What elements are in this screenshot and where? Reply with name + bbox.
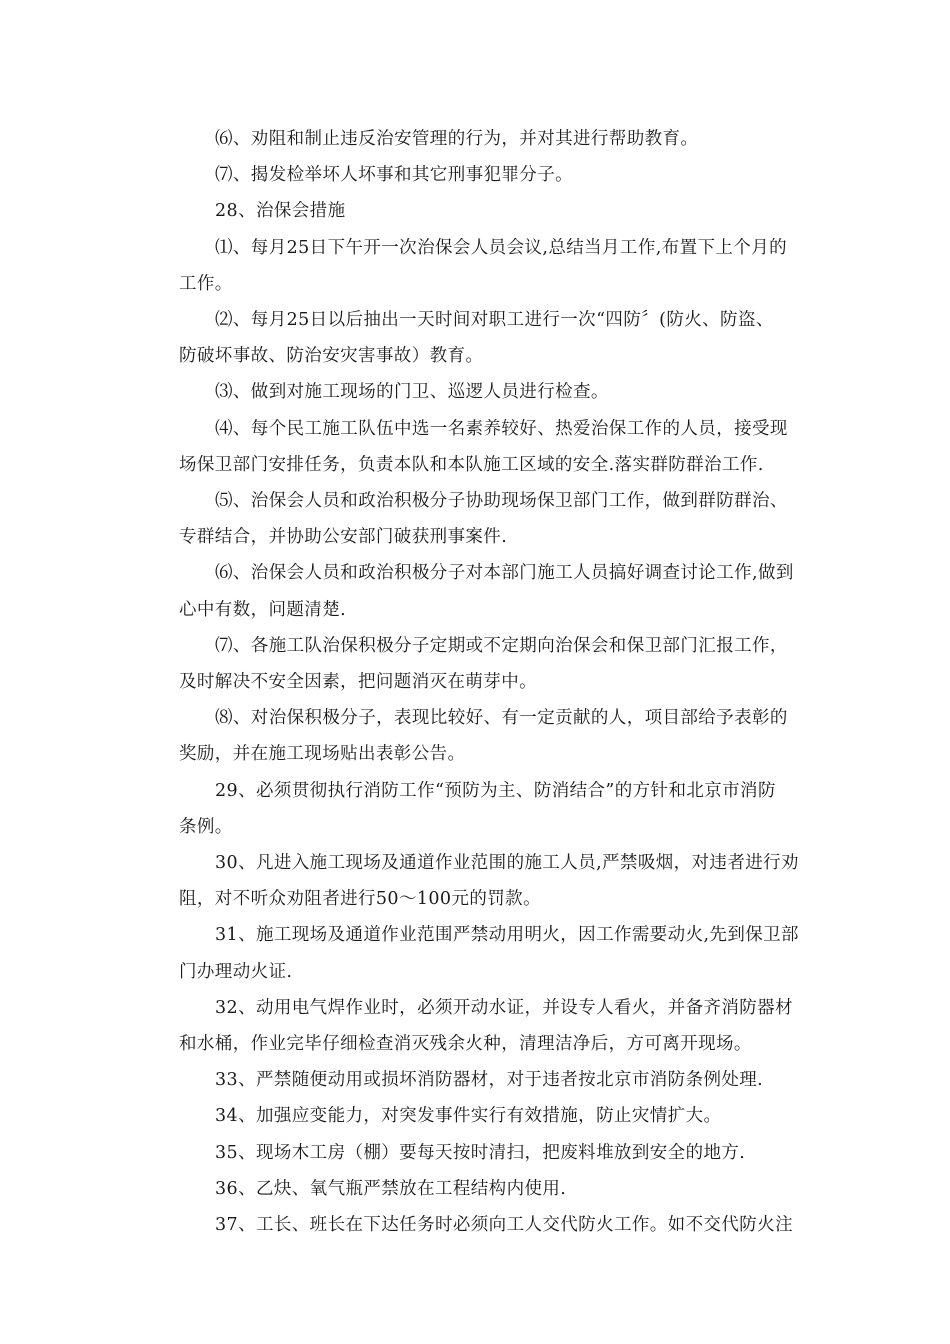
paragraph-line: 及时解决不安全因素，把问题消灭在萌芽中。 xyxy=(179,672,537,693)
paragraph-35 xyxy=(143,1135,813,1171)
paragraph-10 xyxy=(143,628,813,700)
paragraph-line: 防破坏事故、防治安灾害事故）教育。 xyxy=(179,346,484,367)
paragraph-line: 门办理动火证. xyxy=(179,961,293,982)
paragraph-33 xyxy=(143,1062,813,1098)
paragraph-line: 32、动用电气焊作业时，必须开动水证，并设专人看火，并备齐消防器材 xyxy=(215,997,793,1018)
paragraph-line: 奖励，并在施工现场贴出表彰公告。 xyxy=(179,744,466,765)
paragraph-37 xyxy=(143,1207,813,1243)
paragraph-line: 场保卫部门安排任务，负责本队和本队施工区域的安全.落实群防群治工作. xyxy=(179,454,764,475)
section-heading-28 xyxy=(143,193,813,229)
paragraph-6 xyxy=(143,374,813,410)
paragraph-line: 29、必须贯彻执行消防工作“预防为主、防消结合”的方针和北京市消防 xyxy=(215,780,776,801)
paragraph-line: 34、加强应变能力，对突发事件实行有效措施，防止灾情扩大。 xyxy=(215,1106,722,1127)
paragraph-30 xyxy=(143,845,813,917)
paragraph-line: ⑻、对治保积极分子，表现比较好、有一定贡献的人，项目部给予表彰的 xyxy=(215,708,788,729)
paragraph-line: 36、乙炔、氧气瓶严禁放在工程结构内使用. xyxy=(215,1178,567,1199)
paragraph-7 xyxy=(143,411,813,483)
paragraph-8 xyxy=(143,483,813,555)
paragraph-line: 阻，对不听众劝阻者进行50～100元的罚款。 xyxy=(179,889,541,910)
paragraph-line: 条例。 xyxy=(179,816,233,837)
paragraph-line: ⑺、各施工队治保积极分子定期或不定期向治保会和保卫部门汇报工作， xyxy=(215,635,788,656)
paragraph-line: ⑷、每个民工施工队伍中选一名素养较好、热爱治保工作的人员，接受现 xyxy=(215,418,788,439)
paragraph-line: 37、工长、班长在下达任务时必须向工人交代防火工作。如不交代防火注 xyxy=(215,1215,793,1236)
paragraph-line: ⑶、做到对施工现场的门卫、巡逻人员进行检查。 xyxy=(215,382,609,403)
paragraph-2 xyxy=(143,157,813,193)
paragraph-line: 35、现场木工房（棚）要每天按时清扫，把废料堆放到安全的地方. xyxy=(215,1142,746,1163)
paragraph-34 xyxy=(143,1098,813,1134)
paragraph-9 xyxy=(143,555,813,627)
paragraph-line: ⑵、每月25日以后抽出一天时间对职工进行一次“四防〞(防火、防盗、 xyxy=(215,310,774,331)
document-body xyxy=(143,121,813,1243)
paragraph-line: 心中有数，问题清楚. xyxy=(179,599,347,620)
paragraph-31 xyxy=(143,917,813,989)
paragraph-11 xyxy=(143,700,813,772)
paragraph-29 xyxy=(143,773,813,845)
paragraph-line: 30、凡进入施工现场及通道作业范围的施工人员,严禁吸烟，对违者进行劝 xyxy=(215,853,799,874)
paragraph-line: 31、施工现场及通道作业范围严禁动用明火，因工作需要动火,先到保卫部 xyxy=(215,925,799,946)
paragraph-line: ⑹、治保会人员和政治积极分子对本部门施工人员搞好调查讨论工作,做到 xyxy=(215,563,794,584)
paragraph-line: 和水桶，作业完毕仔细检查消灭残余火种，清理洁净后，方可离开现场。 xyxy=(179,1034,752,1055)
paragraph-line: ⑺、揭发检举坏人坏事和其它刑事犯罪分子。 xyxy=(215,165,573,186)
paragraph-line: 专群结合，并协助公安部门破获刑事案件. xyxy=(179,527,508,548)
paragraph-line: 33、严禁随便动用或损坏消防器材，对于违者按北京市消防条例处理. xyxy=(215,1070,764,1091)
paragraph-36 xyxy=(143,1171,813,1207)
paragraph-32 xyxy=(143,990,813,1062)
paragraph-line: ⑹、劝阻和制止违反治安管理的行为，并对其进行帮助教育。 xyxy=(215,129,699,149)
paragraph-4 xyxy=(143,230,813,302)
paragraph-5 xyxy=(143,302,813,374)
paragraph-line: 28、治保会措施 xyxy=(215,201,346,222)
paragraph-line: 工作。 xyxy=(179,273,233,294)
paragraph-1 xyxy=(143,121,813,157)
paragraph-line: ⑸、治保会人员和政治积极分子协助现场保卫部门工作，做到群防群治、 xyxy=(215,491,788,512)
paragraph-line: ⑴、每月25日下午开一次治保会人员会议,总结当月工作,布置下上个月的 xyxy=(215,237,787,258)
